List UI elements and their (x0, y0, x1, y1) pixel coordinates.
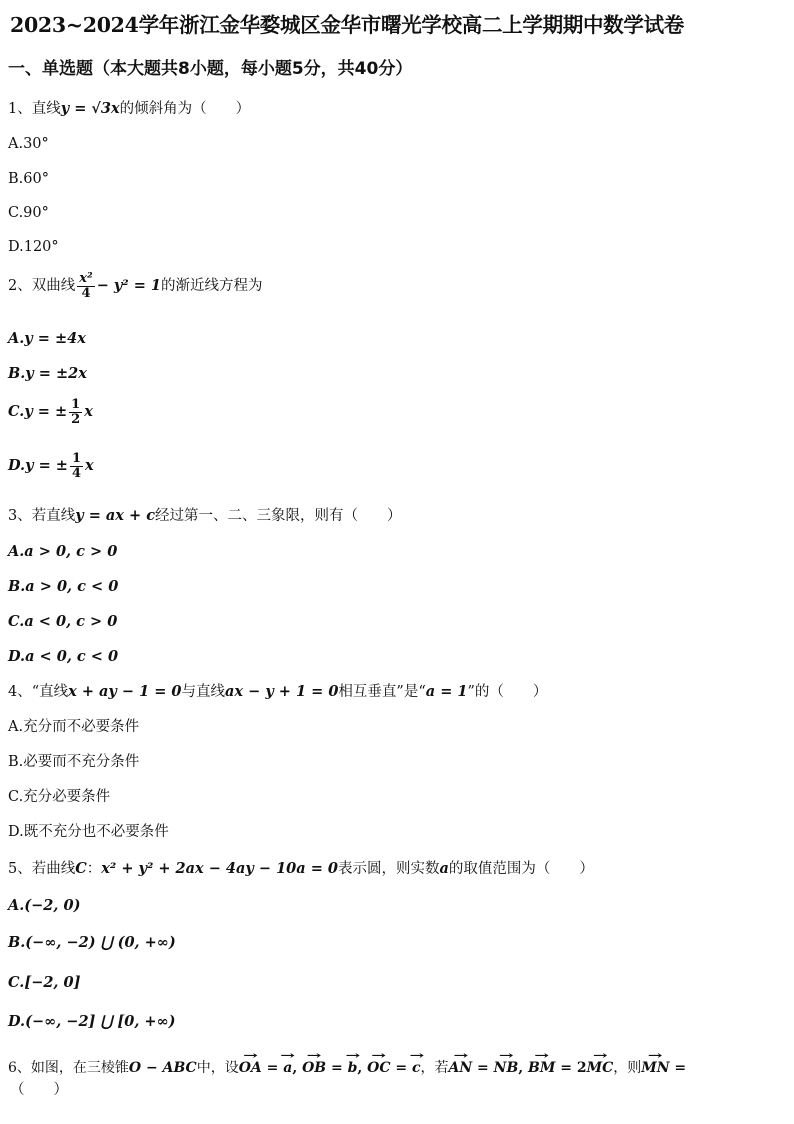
q6-vec-b: → b (348, 1060, 358, 1077)
q5-option-a: A.(−2, 0) (8, 897, 81, 914)
q5-option-b: B.(−∞, −2) ⋃ (0, +∞) (8, 934, 176, 951)
q2-option-c-fraction (69, 398, 82, 426)
q5-suffix: 的取值范围为（ ） (448, 861, 594, 877)
q6-vec-an: → AN (449, 1060, 473, 1077)
q6-mid3: ，则 (613, 1060, 642, 1076)
q6-two: 2 (576, 1060, 587, 1076)
q5-colon: ： (86, 861, 102, 877)
q1-option-b: B.60° (8, 171, 49, 187)
q2-option-d-label: D.y = ± (8, 457, 68, 475)
q4-option-a: A.充分而不必要条件 (8, 719, 140, 735)
q2-option-b-text: B.y = ±2x (8, 365, 87, 382)
q4-prefix: 4、“直线 (8, 684, 69, 700)
q6-answer-blank: （ ） (10, 1082, 68, 1098)
q6-vec-bm: → BM (528, 1060, 555, 1077)
q6-eq-c: = (390, 1060, 412, 1076)
q6-vec-nb: → NB (494, 1060, 519, 1077)
q2-option-a-text: A.y = ±4x (8, 330, 86, 347)
q5-math: x² + y² + 2ax − 4ay − 10a = 0 (101, 860, 338, 877)
q3-option-a: A.a > 0, c > 0 (8, 543, 118, 560)
section-heading: 一、单选题（本大题共8小题，每小题5分，共40分） (8, 59, 413, 79)
q2-option-c (8, 398, 93, 426)
q2-fraction (77, 272, 94, 300)
q4-math2: ax − y + 1 = 0 (225, 683, 339, 700)
q6-eq-bm: = (555, 1060, 577, 1076)
q6-eq-a: = (261, 1060, 284, 1076)
q4-option-b: B.必要而不充分条件 (8, 754, 140, 770)
q2-frac-num: x² (79, 271, 93, 286)
q6-tail-eq: = (669, 1060, 687, 1076)
q1-option-d: D.120° (8, 239, 59, 255)
q5-option-c: C.[−2, 0] (8, 974, 81, 991)
q6-solid: O − ABC (128, 1060, 197, 1076)
q6-mid1: 中，设 (196, 1060, 239, 1076)
q1-prefix: 1、直线 (8, 101, 61, 117)
q3-option-b: B.a > 0, c < 0 (8, 578, 119, 595)
q2-option-c-var: x (84, 403, 93, 421)
q2-option-c-label: C.y = ± (8, 403, 68, 421)
q4-suffix: ”的（ ） (467, 684, 548, 700)
q2-prefix: 2、双曲线 (8, 278, 76, 295)
q4-mid: 与直线 (181, 684, 226, 700)
q3-suffix: 经过第一、二、三象限，则有（ ） (155, 508, 402, 524)
q6-vec-mc: → MC (587, 1060, 614, 1077)
q1-math: y = √3x (60, 100, 120, 117)
q4-math3: a = 1 (425, 683, 468, 700)
question-5 (8, 860, 594, 878)
q3-option-c: C.a < 0, c > 0 (8, 613, 118, 630)
q1-suffix: 的倾斜角为（ ） (119, 101, 251, 117)
q3-option-d: D.a < 0, c < 0 (8, 648, 119, 665)
q4-option-c: C.充分必要条件 (8, 789, 111, 805)
question-6: 6、如图，在三棱锥O − ABC中，设→ OA = → a, → OB = → b, → OC = → c，若→ AN = → NB, → BM = 2→ MC，则→ MN = (8, 1060, 686, 1077)
q5-var: a (439, 860, 449, 877)
q2-math-rest: − y² = 1 (96, 277, 161, 295)
q2-option-d-var: x (84, 457, 94, 475)
question-1 (8, 100, 250, 118)
q3-prefix: 3、若直线 (8, 508, 76, 524)
q4-math1: x + ay − 1 = 0 (68, 683, 182, 700)
q6-vec-a: → a (283, 1060, 292, 1077)
q2-option-a (8, 330, 86, 348)
q6-vec-mn: → MN (641, 1060, 669, 1077)
q6-vec-ob: → OB (302, 1060, 326, 1077)
q6-vec-oc: → OC (367, 1060, 390, 1077)
q6-prefix: 6、如图，在三棱锥 (8, 1060, 129, 1076)
q5-option-d: D.(−∞, −2] ⋃ [0, +∞) (8, 1013, 176, 1030)
q6-vec-c: → c (412, 1060, 421, 1077)
q5-mid: 表示圆，则实数 (337, 861, 440, 877)
q1-option-c: C.90° (8, 205, 49, 221)
q5-prefix: 5、若曲线 (8, 861, 76, 877)
q4-option-d: D.既不充分也不必要条件 (8, 824, 169, 840)
q3-math: y = ax + c (75, 507, 156, 524)
q2-option-d-fraction (70, 452, 83, 480)
q6-vec-oa: → OA (239, 1060, 262, 1077)
q2-d-num: 1 (71, 451, 81, 466)
q5-curve: C (75, 860, 87, 877)
question-4 (8, 683, 547, 701)
q2-option-b (8, 365, 87, 383)
question-3 (8, 507, 402, 525)
q2-d-den: 4 (71, 465, 81, 481)
exam-title: 2023~2024学年浙江金华婺城区金华市曙光学校高二上学期期中数学试卷 (10, 13, 684, 37)
q2-c-num: 1 (71, 397, 81, 412)
q6-eq-an: = (472, 1060, 494, 1076)
q2-c-den: 2 (71, 411, 81, 427)
q6-eq-b: = (326, 1060, 348, 1076)
q2-suffix: 的渐近线方程为 (161, 278, 263, 295)
q4-mid2: 相互垂直”是“ (338, 684, 426, 700)
question-2 (8, 272, 263, 300)
q2-frac-den: 4 (81, 285, 91, 301)
q1-option-a: A.30° (8, 136, 49, 152)
q2-option-d (8, 452, 94, 480)
q6-mid2: ，若 (420, 1060, 449, 1076)
